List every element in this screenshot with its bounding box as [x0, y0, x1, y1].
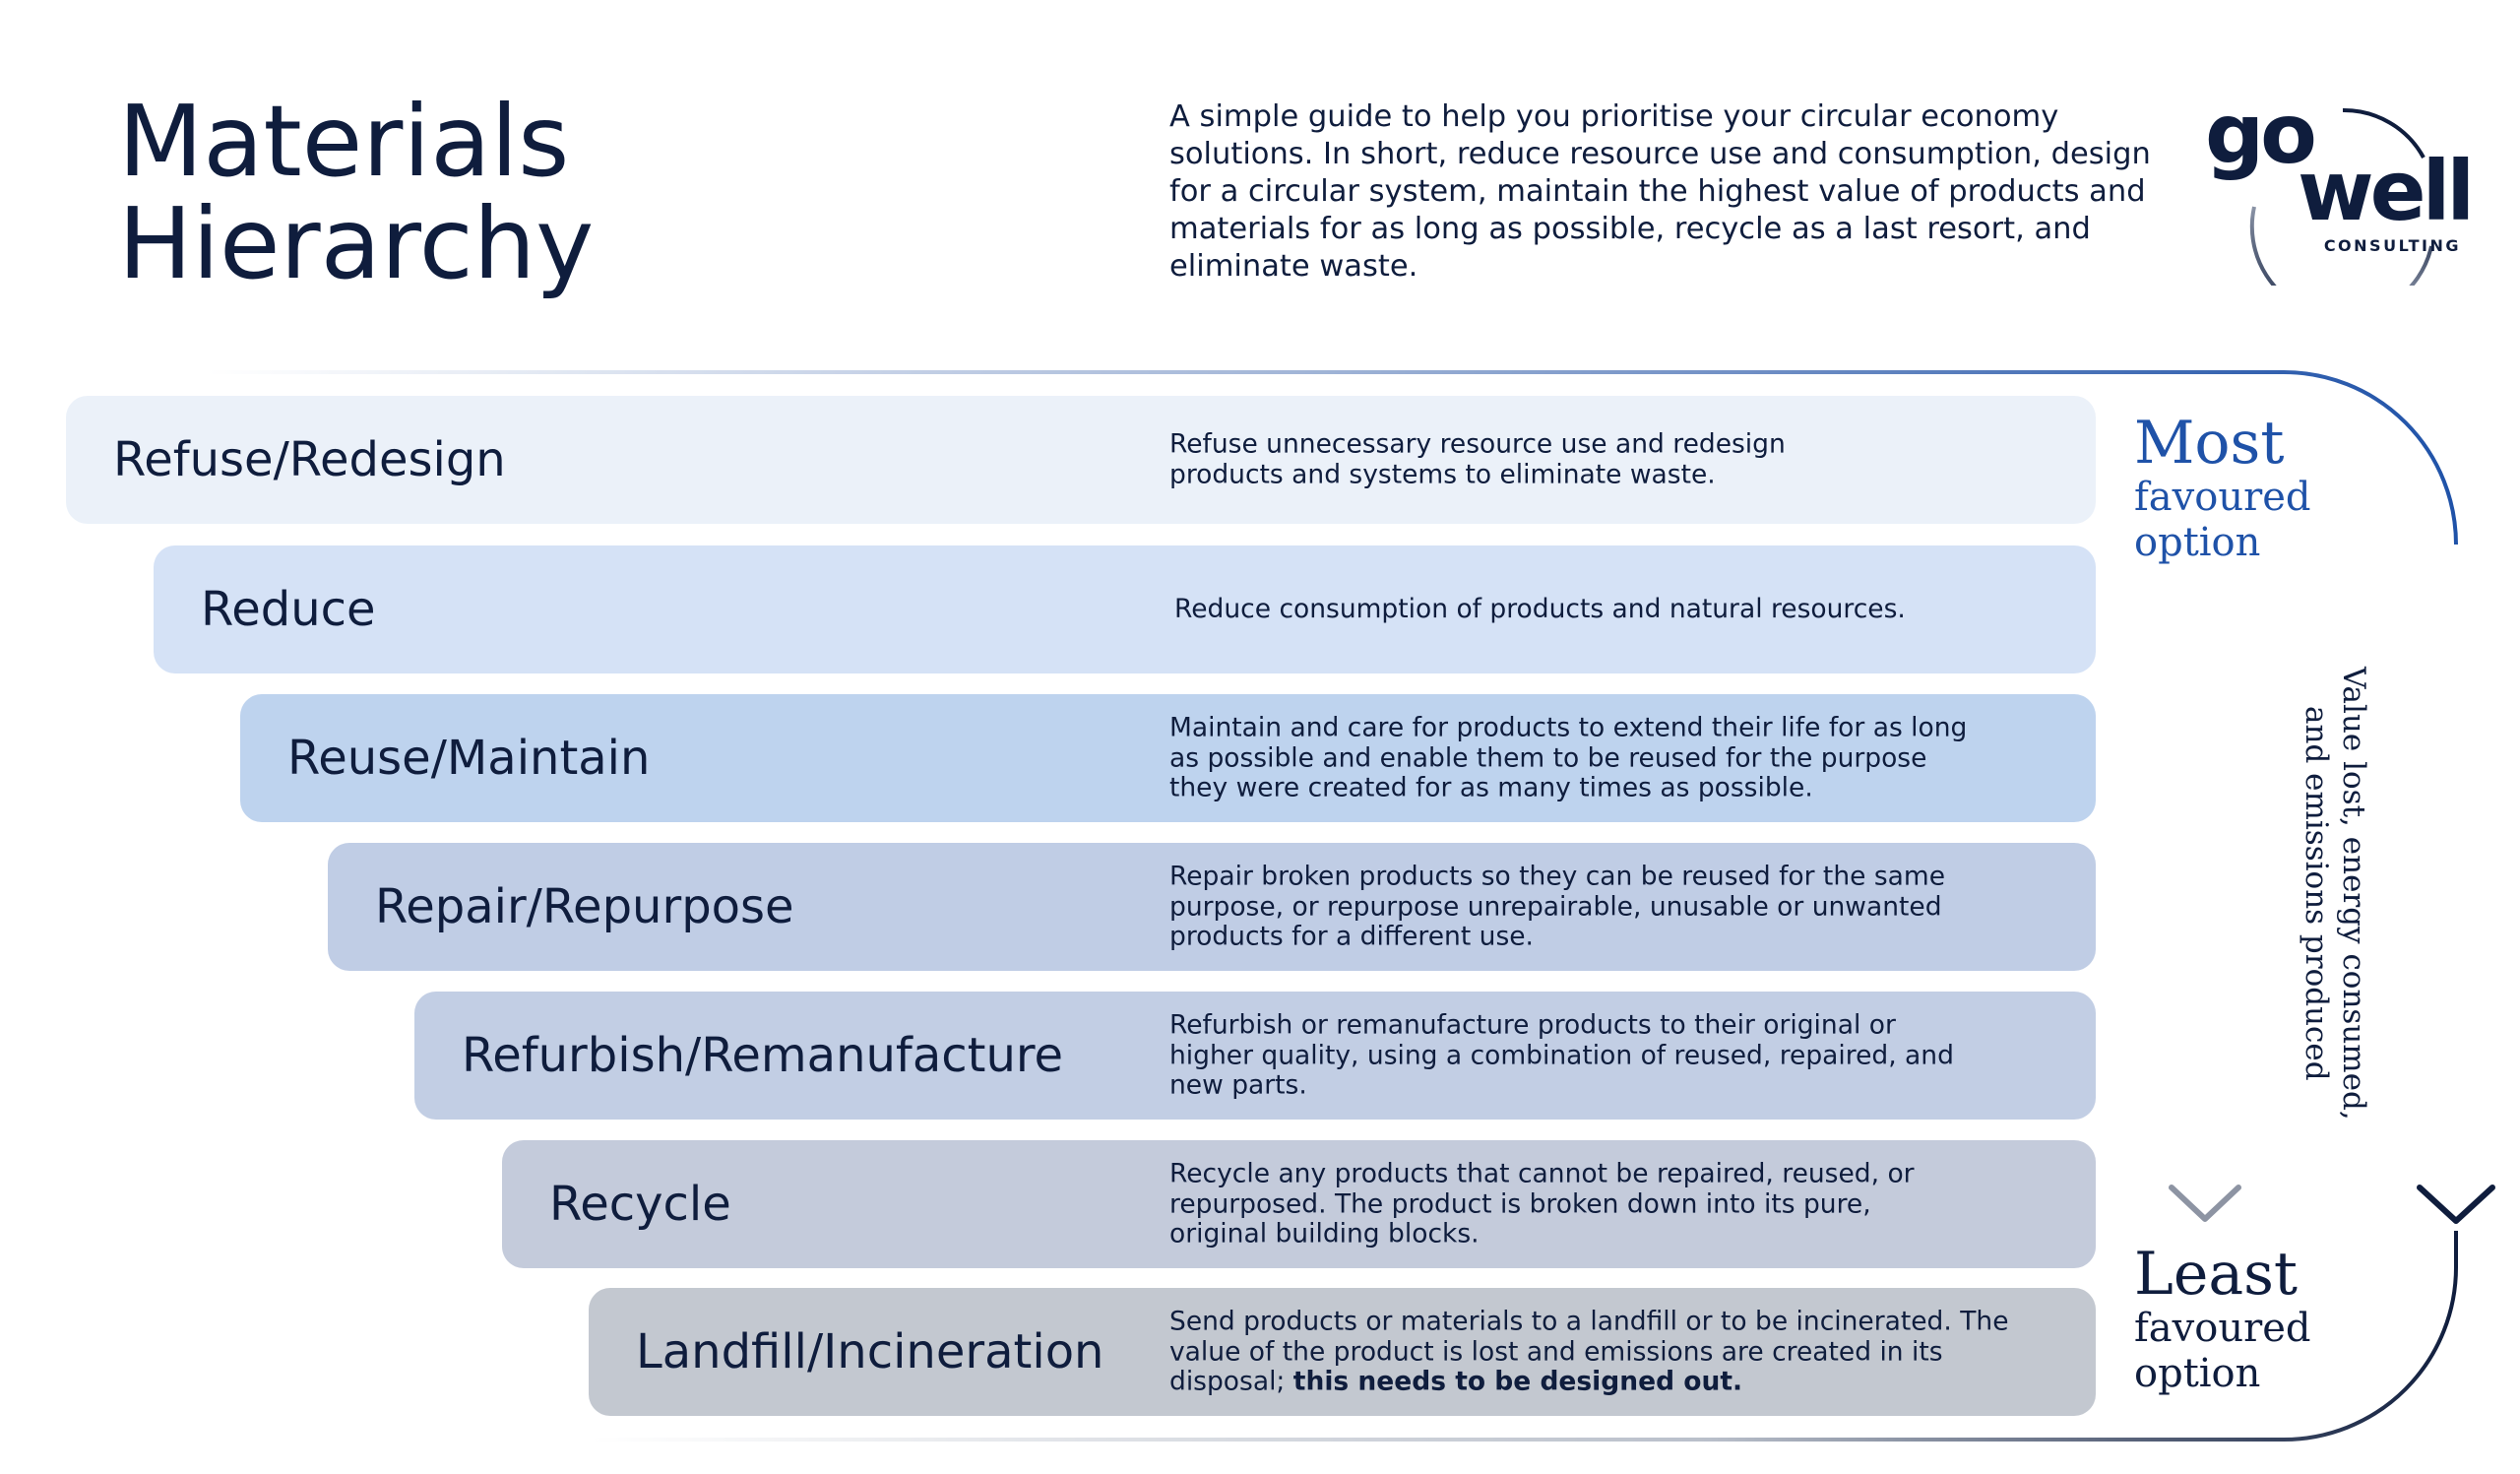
level-label: Reuse/Maintain — [287, 731, 651, 786]
level-description — [1169, 1307, 2036, 1397]
level-reuse-maintain — [240, 694, 2096, 822]
level-label: Refurbish/Remanufacture — [462, 1028, 1064, 1083]
level-description-text: Send products or materials to a landfill or to be incinerated. The value of the product is lost and emissions are created in its disposal; — [1169, 1306, 2009, 1397]
level-label: Recycle — [549, 1177, 731, 1232]
most-favoured-label — [2134, 409, 2311, 565]
level-reduce — [154, 545, 2096, 673]
least-option-word: option — [2134, 1351, 2261, 1396]
least-favoured-label — [2134, 1240, 2311, 1396]
level-refuse-redesign — [66, 396, 2096, 524]
level-description: Reduce consumption of products and natural resources. — [1174, 593, 1906, 624]
least-favoured-word: favoured — [2134, 1306, 2311, 1351]
level-description: Refurbish or remanufacture products to their original or higher quality, using a combination of reused, repaired, and new parts. — [1169, 1009, 1954, 1101]
intro-text: A simple guide to help you prioritise your circular economy solutions. In short, reduce resource use and consumption, design for a circular system, maintain the highest value of products and materials for as long as possible, recycle as a last resort, and eliminate waste. — [1169, 99, 2151, 284]
level-description: Maintain and care for products to extend their life for as long as possible and enable them to be reused for the purpose they were created for as many times as possible. — [1169, 712, 1968, 803]
level-recycle — [502, 1140, 2096, 1268]
most-word: Most — [2134, 409, 2285, 478]
level-label: Reduce — [201, 582, 376, 637]
level-landfill-incineration — [589, 1288, 2096, 1416]
value-lost-label: Value lost, energy consumed, and emissions produced — [2299, 666, 2371, 1121]
level-label: Landfill/Incineration — [636, 1324, 1104, 1379]
title-line-1: Materials — [118, 84, 570, 199]
level-description: Refuse unnecessary resource use and redesign products and systems to eliminate waste. — [1169, 428, 1786, 489]
logo-consulting: CONSULTING — [2323, 236, 2461, 255]
least-word: Least — [2134, 1240, 2299, 1309]
level-repair-repurpose — [328, 843, 2096, 971]
most-favoured-word: favoured — [2134, 475, 2311, 520]
level-description-emphasis: this needs to be designed out. — [1292, 1366, 1743, 1397]
level-description: Repair broken products so they can be reused for the same purpose, or repurpose unrepairable, unusable or unwanted products for a different use. — [1169, 861, 1946, 952]
level-label: Refuse/Redesign — [113, 432, 506, 487]
title-line-2: Hierarchy — [118, 186, 595, 301]
logo-go: go — [2205, 86, 2313, 182]
logo-well: well — [2298, 143, 2472, 239]
level-description: Recycle any products that cannot be repaired, reused, or repurposed. The product is broken down into its pure, original building blocks. — [1169, 1158, 1915, 1250]
most-option-word: option — [2134, 520, 2261, 565]
level-label: Repair/Repurpose — [375, 879, 794, 934]
level-refurbish-remanufacture — [414, 992, 2096, 1120]
